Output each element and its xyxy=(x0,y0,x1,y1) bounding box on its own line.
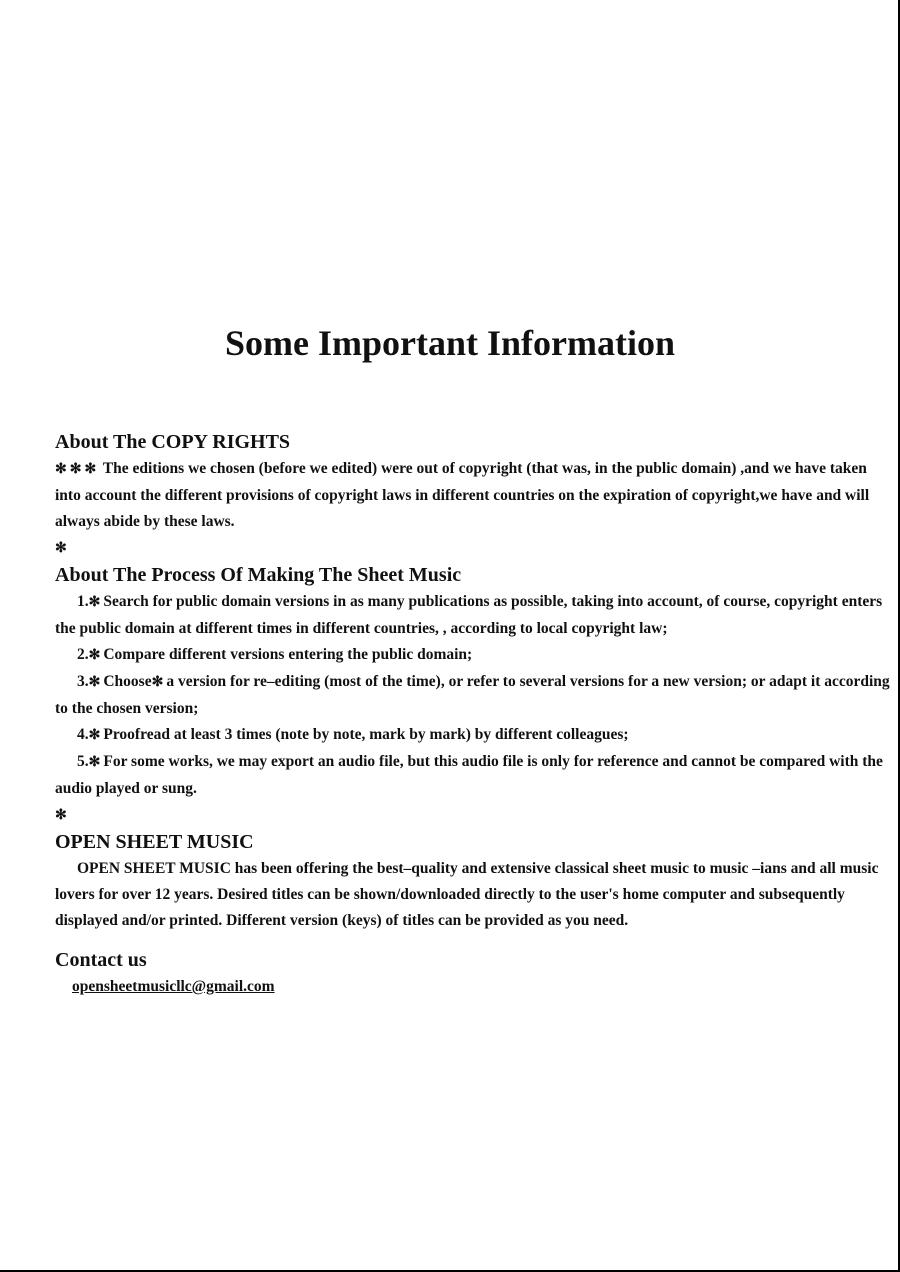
copyright-heading: About The COPY RIGHTS xyxy=(55,431,291,453)
step-number: 4. xyxy=(77,726,89,743)
flower-icon: ✻ xyxy=(88,648,102,663)
flower-icon: ✻ xyxy=(88,728,102,743)
copyright-text: The editions we chosen (before we edited) were out of copyright (that was, in the public domain) ,and we have taken into account the different provisions of copyright laws in different countries on the expiration of copyright,we have and will always abide by these laws. xyxy=(55,460,870,530)
page-content xyxy=(55,428,893,1000)
process-heading: About The Process Of Making The Sheet Music xyxy=(55,564,462,586)
step-number: 3. xyxy=(77,673,89,690)
step-text: Compare different versions entering the public domain; xyxy=(103,646,473,663)
flower-icon: ✻ xyxy=(151,675,165,690)
copyright-paragraph xyxy=(55,456,893,535)
step-text: a version for re–editing (most of the time), or refer to several versions for a new version; or adapt it according to the chosen version; xyxy=(55,673,890,717)
page-title: Some Important Information xyxy=(225,323,675,363)
flower-icon: ✻ xyxy=(88,755,102,770)
flower-icon: ✻ xyxy=(55,541,68,556)
flower-icon: ✻ xyxy=(84,462,98,477)
open-sheet-heading: OPEN SHEET MUSIC xyxy=(55,831,254,853)
contact-line xyxy=(55,974,893,1000)
process-step-1 xyxy=(55,589,893,642)
process-step-2 xyxy=(55,642,893,669)
step-text: Search for public domain versions in as many publications as possible, taking into account, of course, copyright enters the public domain at different times in different countries, , according to local copyright law; xyxy=(55,593,883,637)
step-number: 2. xyxy=(77,646,89,663)
process-step-4 xyxy=(55,722,893,749)
step-number: 5. xyxy=(77,753,89,770)
step-text: Choose xyxy=(103,673,152,690)
separator xyxy=(55,802,893,828)
step-number: 1. xyxy=(77,593,89,610)
flower-icon: ✻ xyxy=(88,675,102,690)
spacer xyxy=(55,934,893,946)
separator xyxy=(55,535,893,561)
flower-icon: ✻ xyxy=(88,595,102,610)
contact-email-link[interactable]: opensheetmusicllc@gmail.com xyxy=(72,978,275,995)
step-text: Proofread at least 3 times (note by note, mark by mark) by different colleagues; xyxy=(103,726,629,743)
step-text: For some works, we may export an audio file, but this audio file is only for reference and cannot be compared with the audio played or sung. xyxy=(55,753,883,797)
flower-icon: ✻ xyxy=(55,808,68,823)
flower-icon: ✻ xyxy=(55,462,68,477)
process-step-3 xyxy=(55,669,893,722)
contact-heading: Contact us xyxy=(55,949,147,971)
flower-icon: ✻ xyxy=(69,462,83,477)
process-step-5 xyxy=(55,749,893,802)
open-sheet-paragraph: OPEN SHEET MUSIC has been offering the best–quality and extensive classical sheet music to music –ians and all music lovers for over 12 years. Desired titles can be shown/downloaded directly to the user's home computer and subsequently displayed and/or printed. Different version (keys) of titles can be provided as you need. xyxy=(55,860,879,929)
